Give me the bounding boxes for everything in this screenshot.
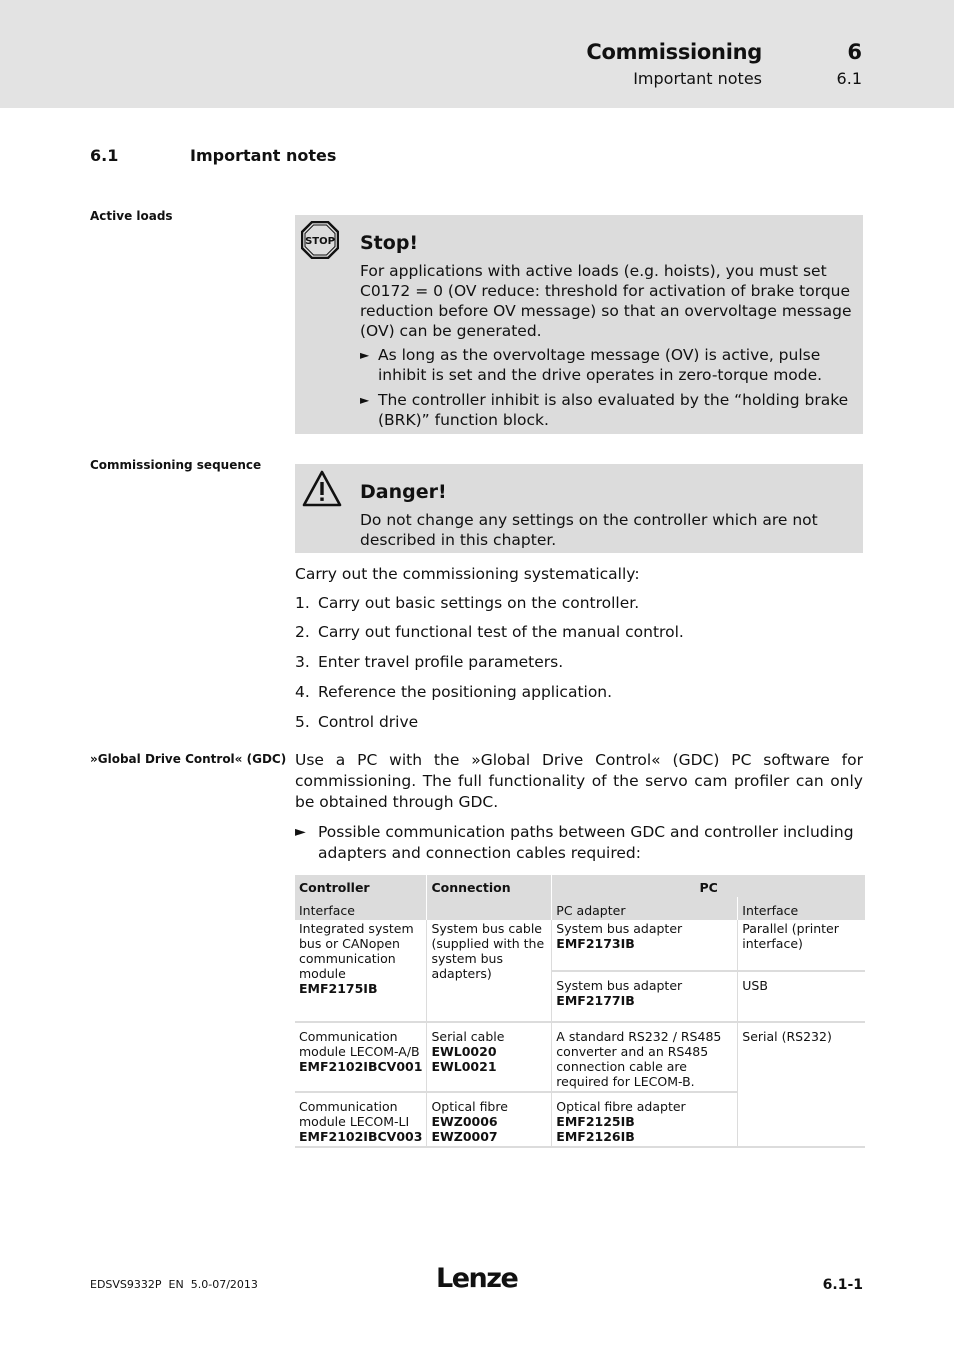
communication-table	[295, 875, 865, 1148]
header-interface: Interface	[295, 897, 427, 920]
doc-version: 5.0-07/2013	[190, 1278, 258, 1291]
table-cell: A standard RS232 / RS485 converter and an RS485 connection cable are required for LECOM-B.	[552, 1022, 738, 1092]
header-controller: Controller	[295, 875, 427, 897]
step-item: 4. Reference the positioning application.	[295, 683, 613, 701]
table-cell: System bus cable (supplied with the system bus adapters)	[427, 920, 552, 1022]
table-cell: System bus adapter EMF2177IB	[552, 971, 738, 1022]
header-pc: PC	[552, 875, 865, 897]
step-item: 5. Control drive	[295, 713, 419, 731]
step-item: 2. Carry out functional test of the manual control.	[295, 623, 684, 641]
stop-bullet: ► As long as the overvoltage message (OV) is active, pulse inhibit is set and the drive operates in zero-torque mode.	[360, 346, 823, 384]
step-item: 3. Enter travel profile parameters.	[295, 653, 564, 671]
table-cell: Optical fibre adapter EMF2125IB EMF2126IB	[552, 1092, 738, 1147]
table-cell: Serial (RS232)	[738, 1022, 865, 1147]
table-cell: Communication module LECOM-A/B EMF2102IBCV001	[295, 1022, 427, 1092]
chapter-number: 6	[847, 40, 862, 64]
stop-icon	[301, 221, 339, 263]
stop-note	[295, 215, 863, 434]
table-cell: Serial cable EWL0020 EWL0021	[427, 1022, 552, 1092]
danger-text: Do not change any settings on the controller which are not described in this chapter.	[360, 511, 818, 549]
stop-heading: Stop!	[360, 232, 419, 254]
stop-text: For applications with active loads (e.g. hoists), you must set C0172 = 0 (OV reduce: threshold for activation of brake torque reduction before OV message) so that an overvoltage message (OV) can be generated.	[360, 262, 852, 340]
arrow-right-icon: ►	[360, 393, 370, 407]
section-title: Important notes	[190, 146, 337, 165]
gdc-bullet: ► Possible communication paths between GDC and controller including adapters and connection cables required:	[295, 823, 854, 862]
header-pc-adapter: PC adapter	[552, 897, 738, 920]
table-row	[295, 920, 865, 971]
side-label-gdc: »Global Drive Control« (GDC)	[90, 752, 287, 766]
table-subheader-row	[295, 897, 865, 920]
header-connection: Connection	[427, 875, 552, 897]
doc-lang: EN	[168, 1278, 184, 1291]
page-number: 6.1-1	[822, 1277, 863, 1293]
lenze-logo: Lenze	[436, 1263, 518, 1294]
chapter-title: Commissioning	[586, 40, 762, 64]
chapter-subtitle: Important notes	[633, 69, 762, 88]
step-item: 1. Carry out basic settings on the controller.	[295, 594, 640, 612]
header-band	[0, 0, 954, 108]
table-cell: Integrated system bus or CANopen communication module EMF2175IB	[295, 920, 427, 1022]
warning-triangle-icon	[302, 470, 342, 512]
side-label-commissioning-sequence: Commissioning sequence	[90, 458, 262, 472]
arrow-right-icon: ►	[360, 348, 370, 362]
danger-heading: Danger!	[360, 481, 447, 503]
section-number: 6.1	[90, 146, 119, 165]
danger-note	[295, 464, 863, 553]
stop-bullet: ► The controller inhibit is also evaluated by the “holding brake (BRK)” function block.	[360, 391, 849, 429]
chapter-subnumber: 6.1	[836, 69, 862, 88]
gdc-text: Use a PC with the »Global Drive Control« (GDC) PC software for commissioning. The full functionality of the servo cam profiler can only be obtained through GDC.	[295, 751, 863, 811]
table-cell: Communication module LECOM-LI EMF2102IBCV003	[295, 1092, 427, 1147]
header-pc-interface: Interface	[738, 897, 865, 920]
arrow-right-icon: ►	[295, 824, 306, 840]
svg-text:STOP: STOP	[305, 236, 335, 247]
table-cell: System bus adapter EMF2173IB	[552, 920, 738, 971]
table-header-row	[295, 875, 865, 897]
side-label-active-loads: Active loads	[90, 209, 173, 223]
table-cell: Optical fibre EWZ0006 EWZ0007	[427, 1092, 552, 1147]
commissioning-intro: Carry out the commissioning systematically:	[295, 565, 640, 583]
table-cell: USB	[738, 971, 865, 1022]
table-cell: Parallel (printer interface)	[738, 920, 865, 971]
footer-doc-info	[90, 1278, 258, 1291]
table-row	[295, 1022, 865, 1092]
doc-id: EDSVS9332P	[90, 1278, 162, 1291]
